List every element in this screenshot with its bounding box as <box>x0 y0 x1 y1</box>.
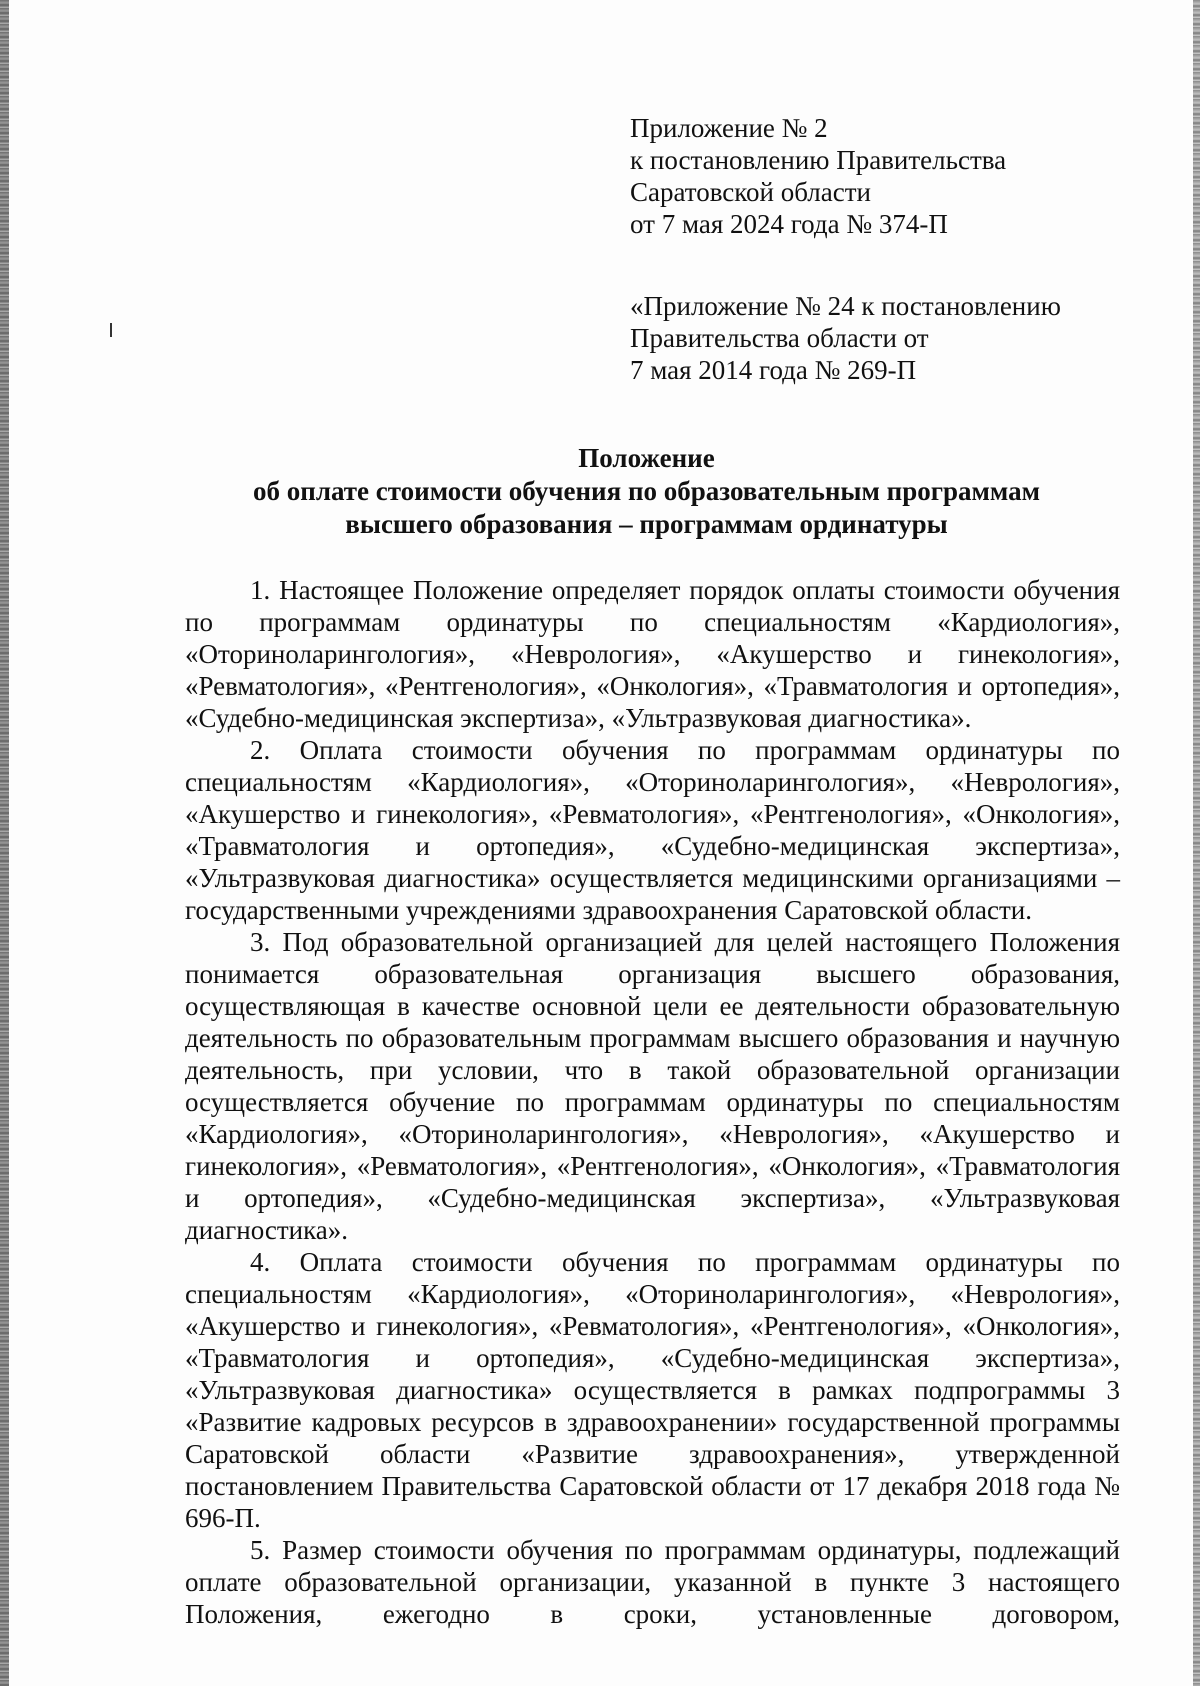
attachment-line: к постановлению Правительства <box>630 145 1007 175</box>
document-body <box>185 574 1120 1630</box>
paragraph-3: 3. Под образовательной организацией для целей настоящего Положения понимается образовательная организация высшего образования, осуществляющая в качестве основной цели ее деятельности образовательную деятельность по образовательным программам высшего образования и научную деятельность, при условии, что в такой образовательной организации осуществляется обучение по программам ординатуры по специальностям «Кардиология», «Оториноларингология», «Неврология», «Акушерство и гинекология», «Ревматология», «Рентгенология», «Онкология», «Травматология и ортопедия», «Судебно-медицинская экспертиза», «Ультразвуковая диагностика». <box>185 927 1120 1245</box>
attachment-line: Приложение № 2 <box>630 113 828 143</box>
attachment-line: Саратовской области <box>630 177 871 207</box>
title-line: Положение <box>578 443 715 473</box>
paragraph-1: 1. Настоящее Положение определяет порядок оплаты стоимости обучения по программам ординатуры по специальностям «Кардиология», «Оториноларингология», «Неврология», «Акушерство и гинекология», «Ревматология», «Рентгенология», «Онкология», «Травматология и ортопедия», «Судебно-медицинская экспертиза», «Ультразвуковая диагностика». <box>185 575 1120 733</box>
amended-attachment-line: 7 мая 2014 года № 269-П <box>630 355 917 385</box>
scan-speck <box>110 323 112 337</box>
paragraph-5: 5. Размер стоимости обучения по программам ординатуры, подлежащий оплате образовательной организации, указанной в пункте 3 настоящего Положения, ежегодно в сроки, установленные договором, <box>185 1535 1120 1629</box>
scan-edge-left <box>0 0 9 1686</box>
paragraph-4: 4. Оплата стоимости обучения по программам ординатуры по специальностям «Кардиология», «Оториноларингология», «Неврология», «Акушерство и гинекология», «Ревматология», «Рентгенология», «Онкология», «Травматология и ортопедия», «Судебно-медицинская экспертиза», «Ультразвуковая диагностика» осуществляется в рамках подпрограммы 3 «Развитие кадровых ресурсов в здравоохранении» государственной программы Саратовской области «Развитие здравоохранения», утвержденной постановлением Правительства Саратовской области от 17 декабря 2018 года № 696-П. <box>185 1247 1120 1533</box>
amended-attachment-line: Правительства области от <box>630 323 929 353</box>
attachment-line: от 7 мая 2024 года № 374-П <box>630 209 948 239</box>
document-title <box>140 442 1153 541</box>
title-line: об оплате стоимости обучения по образовательным программам <box>253 476 1040 506</box>
attachment-block <box>630 112 1150 386</box>
paragraph-2: 2. Оплата стоимости обучения по программам ординатуры по специальностям «Кардиология», «Оториноларингология», «Неврология», «Акушерство и гинекология», «Ревматология», «Рентгенология», «Онкология», «Травматология и ортопедия», «Судебно-медицинская экспертиза», «Ультразвуковая диагностика» осуществляется медицинскими организациями – государственными учреждениями здравоохранения Саратовской области. <box>185 735 1120 925</box>
scan-edge-right <box>1193 0 1200 1686</box>
amended-attachment-line: «Приложение № 24 к постановлению <box>630 291 1061 321</box>
title-line: высшего образования – программам ординатуры <box>345 509 948 539</box>
